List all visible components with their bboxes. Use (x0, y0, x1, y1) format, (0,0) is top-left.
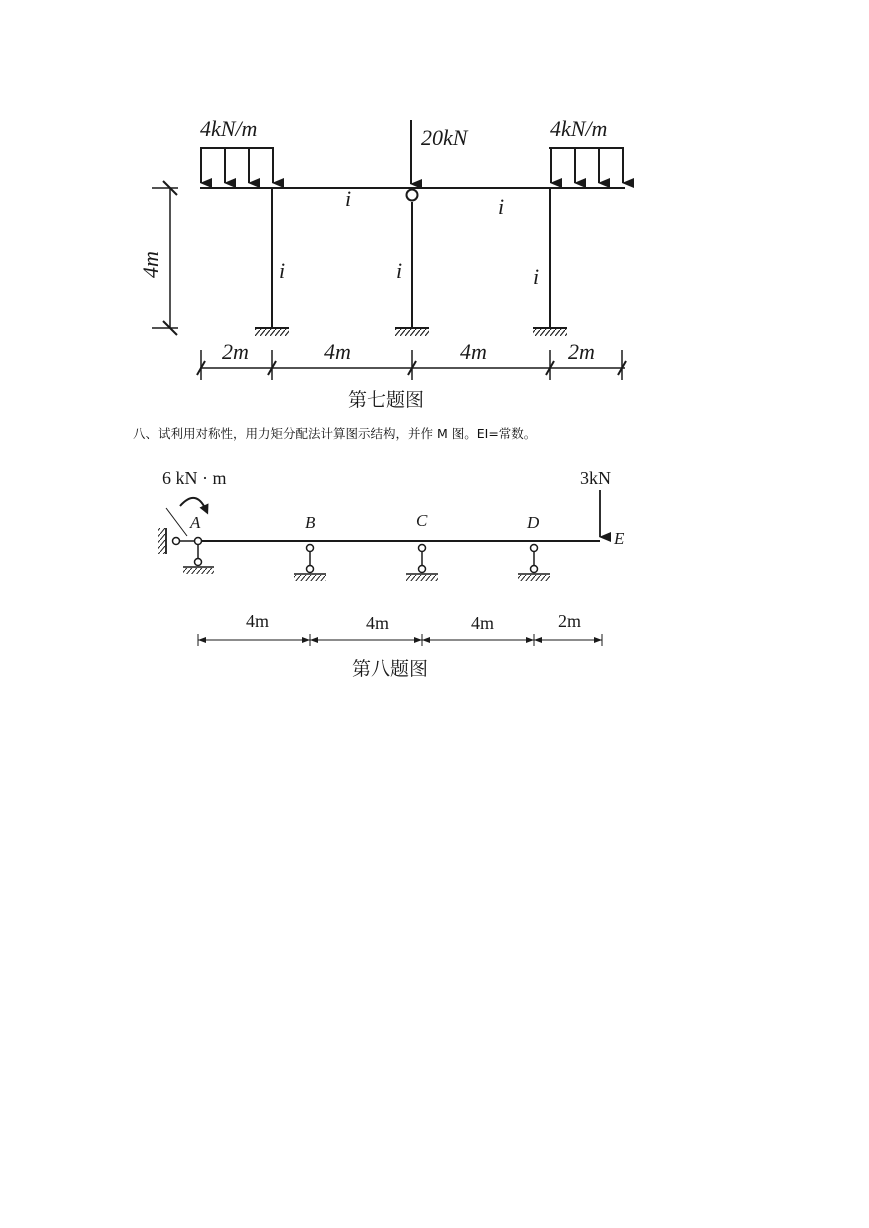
support-c-icon (406, 545, 438, 582)
beam-left-stiffness: i (345, 186, 352, 211)
span-dim-1: 2m (222, 339, 249, 364)
column-right-stiffness: i (533, 264, 540, 289)
node-a-label: A (190, 513, 201, 532)
column-middle-stiffness: i (396, 258, 403, 283)
span-dim-3: 4m (471, 613, 495, 633)
node-d-label: D (527, 513, 540, 532)
span-dim-2: 4m (366, 613, 390, 633)
distributed-load-left-icon (200, 148, 274, 183)
question-8-text: 八、试利用对称性，用力矩分配法计算图示结构，并作 M 图。EI=常数。 (133, 426, 537, 441)
column-left-stiffness: i (279, 258, 286, 283)
node-e-label: E (614, 529, 625, 548)
right-load-label: 4kN/m (550, 116, 608, 141)
fixed-support-right-icon (533, 328, 567, 336)
span-dim-4: 2m (568, 339, 595, 364)
span-dim-2: 4m (324, 339, 351, 364)
node-c-label: C (416, 511, 428, 530)
support-b-icon (294, 545, 326, 582)
span-dimensions (198, 634, 602, 646)
moment-label: 6 kN · m (162, 468, 227, 488)
span-dim-4: 2m (558, 611, 582, 631)
point-load-label: 20kN (421, 125, 468, 150)
figure-8-caption: 第八题图 (352, 659, 429, 680)
point-load-label: 3kN (580, 468, 611, 488)
fixed-support-left-icon (255, 328, 289, 336)
node-b-label: B (305, 513, 316, 532)
fixed-support-middle-icon (395, 328, 429, 336)
figure-8-beam-diagram (0, 450, 869, 710)
hinge-icon (407, 190, 418, 201)
left-load-label: 4kN/m (200, 116, 258, 141)
distributed-load-right-icon (549, 148, 624, 183)
beam-right-stiffness: i (498, 194, 505, 219)
support-d-icon (518, 545, 550, 582)
span-dim-3: 4m (460, 339, 487, 364)
span-dimensions (197, 350, 626, 380)
figure-7-caption: 第七题图 (348, 390, 425, 411)
span-dim-1: 4m (246, 611, 270, 631)
moment-arrow-icon (180, 498, 206, 510)
height-dimension-label: 4m (138, 251, 163, 278)
figure-7-frame-diagram (0, 0, 869, 420)
